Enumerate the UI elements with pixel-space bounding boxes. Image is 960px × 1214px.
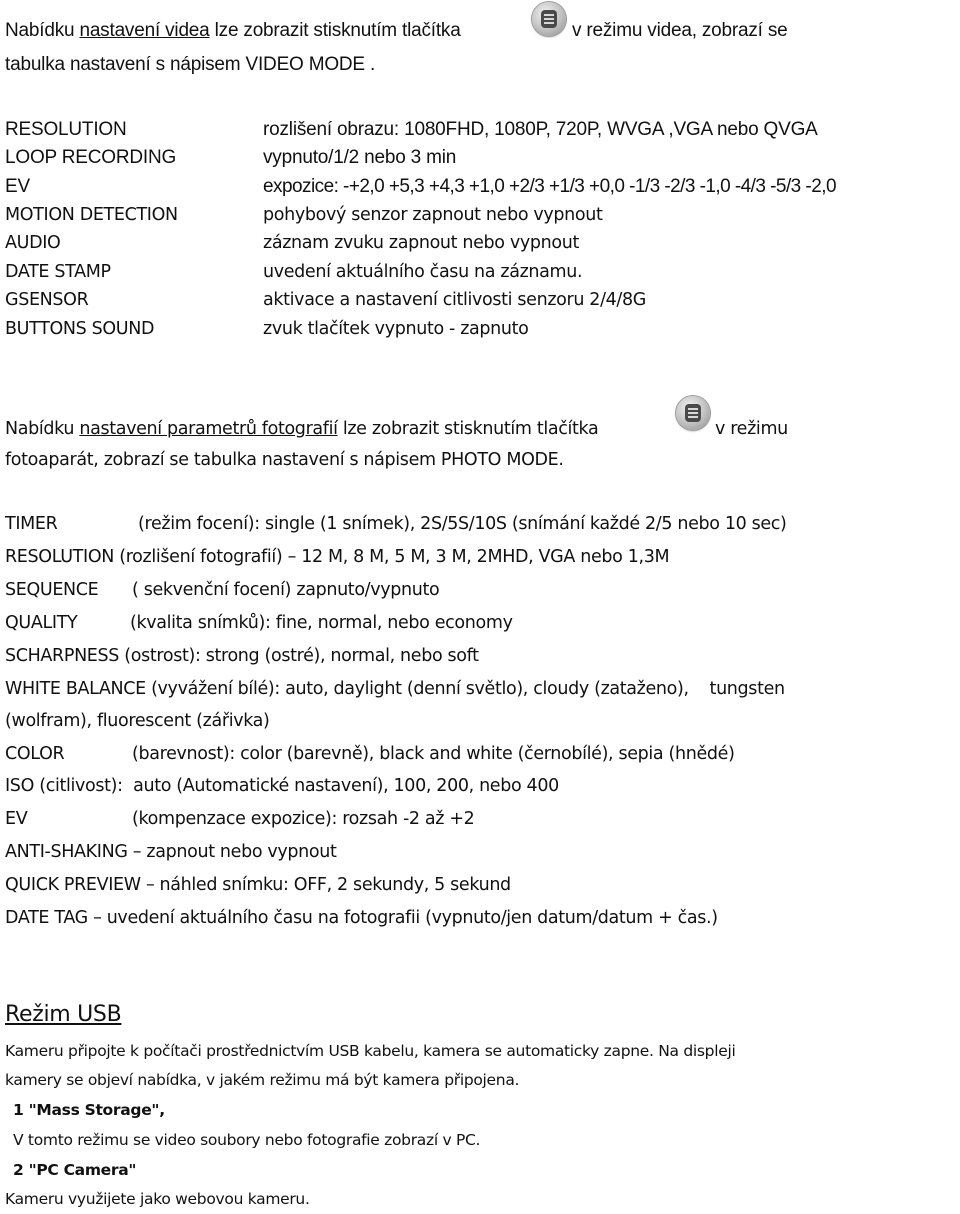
usb-option-mass-storage-desc: V tomto režimu se video soubory nebo fotografie zobrazí v PC.: [13, 1131, 481, 1149]
menu-button-icon: [532, 2, 566, 36]
photo-setting-row: [5, 679, 785, 699]
setting-value: (ostrost): strong (ostré), normal, nebo soft: [124, 646, 479, 666]
setting-key: SEQUENCE: [5, 580, 99, 600]
setting-value: aktivace a nastavení citlivosti senzoru 2/4/8G: [263, 290, 646, 310]
setting-key: COLOR: [5, 744, 65, 764]
photo-setting-row: [5, 613, 513, 633]
setting-key: WHITE BALANCE: [5, 679, 146, 699]
photo-setting-row: [5, 547, 669, 567]
setting-key: SCHARPNESS: [5, 646, 120, 666]
setting-value: – zapnout nebo vypnout: [132, 842, 337, 862]
setting-value: záznam zvuku zapnout nebo vypnout: [263, 233, 579, 253]
usb-option-pc-camera-desc: Kameru využijete jako webovou kameru.: [5, 1190, 310, 1208]
setting-key: DATE TAG: [5, 908, 88, 928]
setting-value: (vyvážení bílé): auto, daylight (denní světlo), cloudy (zataženo), tungsten: [151, 679, 785, 699]
photo-setting-row: [5, 908, 718, 928]
video-settings-link: nastavení videa: [79, 20, 210, 41]
photo-setting-row: [5, 809, 474, 829]
usb-paragraph-line1: Kameru připojte k počítači prostřednictvím USB kabelu, kamera se automaticky zapne. Na displeji: [5, 1042, 736, 1060]
setting-value: expozice: -+2,0 +5,3 +4,3 +1,0 +2/3 +1/3 +0,0 -1/3 -2/3 -1,0 -4/3 -5/3 -2,0: [263, 176, 836, 197]
photo-intro-pre: Nabídku: [5, 419, 80, 439]
photo-intro-line2: fotoaparát, zobrazí se tabulka nastavení s nápisem PHOTO MODE.: [5, 450, 564, 470]
setting-value: zvuk tlačítek vypnuto - zapnuto: [263, 319, 529, 339]
photo-setting-row: [5, 514, 787, 534]
usb-paragraph-line2: kamery se objeví nabídka, v jakém režimu má být kamera připojena.: [5, 1071, 520, 1089]
setting-value: rozlišení obrazu: 1080FHD, 1080P, 720P, WVGA ,VGA nebo QVGA: [263, 119, 818, 140]
setting-key: LOOP RECORDING: [5, 147, 177, 168]
setting-value: (wolfram), fluorescent (zářivka): [5, 711, 270, 731]
setting-key: BUTTONS SOUND: [5, 319, 155, 339]
setting-value: (barevnost): color (barevně), black and white (černobílé), sepia (hnědé): [132, 744, 735, 764]
video-intro-line2: tabulka nastavení s nápisem VIDEO MODE .: [5, 54, 376, 75]
menu-button-icon: [676, 396, 710, 430]
setting-value: (kompenzace expozice): rozsah -2 až +2: [132, 809, 475, 829]
setting-key: ISO: [5, 776, 34, 796]
photo-setting-row: [5, 580, 439, 600]
setting-key: DATE STAMP: [5, 262, 111, 282]
setting-key: RESOLUTION: [5, 119, 127, 140]
photo-setting-row: [5, 776, 559, 796]
setting-value: (citlivost): auto (Automatické nastavení), 100, 200, nebo 400: [39, 776, 559, 796]
photo-settings-link: nastavení parametrů fotografií: [79, 419, 338, 439]
photo-intro-mid: lze zobrazit stisknutím tlačítka: [337, 419, 599, 439]
photo-setting-row: [5, 842, 337, 862]
setting-value: uvedení aktuálního času na záznamu.: [263, 262, 583, 282]
setting-key: AUDIO: [5, 233, 61, 253]
usb-heading: [5, 1002, 121, 1027]
setting-value: pohybový senzor zapnout nebo vypnout: [263, 205, 603, 225]
video-intro-line1: [5, 19, 461, 43]
video-intro-pre: Nabídku: [5, 20, 80, 41]
setting-key: TIMER: [5, 514, 58, 534]
setting-key: MOTION DETECTION: [5, 205, 178, 225]
setting-value: ( sekvenční focení) zapnuto/vypnuto: [132, 580, 440, 600]
setting-key: ANTI-SHAKING: [5, 842, 128, 862]
setting-value: – náhled snímku: OFF, 2 sekundy, 5 sekund: [145, 875, 511, 895]
video-intro-mid: lze zobrazit stisknutím tlačítka: [209, 20, 461, 41]
setting-value: vypnuto/1/2 nebo 3 min: [263, 147, 457, 168]
photo-intro-line1: [5, 417, 598, 441]
usb-option-pc-camera: 2 "PC Camera": [13, 1161, 137, 1179]
usb-option-mass-storage: 1 "Mass Storage",: [13, 1101, 165, 1119]
setting-value: (rozlišení fotografií) – 12 M, 8 M, 5 M, 3 M, 2MHD, VGA nebo 1,3M: [119, 547, 670, 567]
photo-setting-row: [5, 646, 479, 666]
photo-setting-row: [5, 744, 735, 764]
setting-key: QUALITY: [5, 613, 78, 633]
setting-key: RESOLUTION: [5, 547, 115, 567]
setting-value: – uvedení aktuálního času na fotografii (vypnuto/jen datum/datum + čas.): [93, 908, 718, 928]
setting-key: EV: [5, 809, 28, 829]
usb-heading-text: Režim USB: [5, 1002, 122, 1027]
setting-key: EV: [5, 176, 30, 197]
setting-value: (kvalita snímků): fine, normal, nebo economy: [130, 613, 513, 633]
setting-key: GSENSOR: [5, 290, 89, 310]
setting-key: QUICK PREVIEW: [5, 875, 141, 895]
setting-value: (režim focení): single (1 snímek), 2S/5S/10S (snímání každé 2/5 nebo 10 sec): [138, 514, 787, 534]
photo-intro-post: v režimu: [715, 419, 788, 439]
photo-setting-row: [5, 875, 511, 895]
video-intro-post: v režimu videa, zobrazí se: [572, 20, 788, 41]
photo-setting-row: [5, 711, 270, 731]
